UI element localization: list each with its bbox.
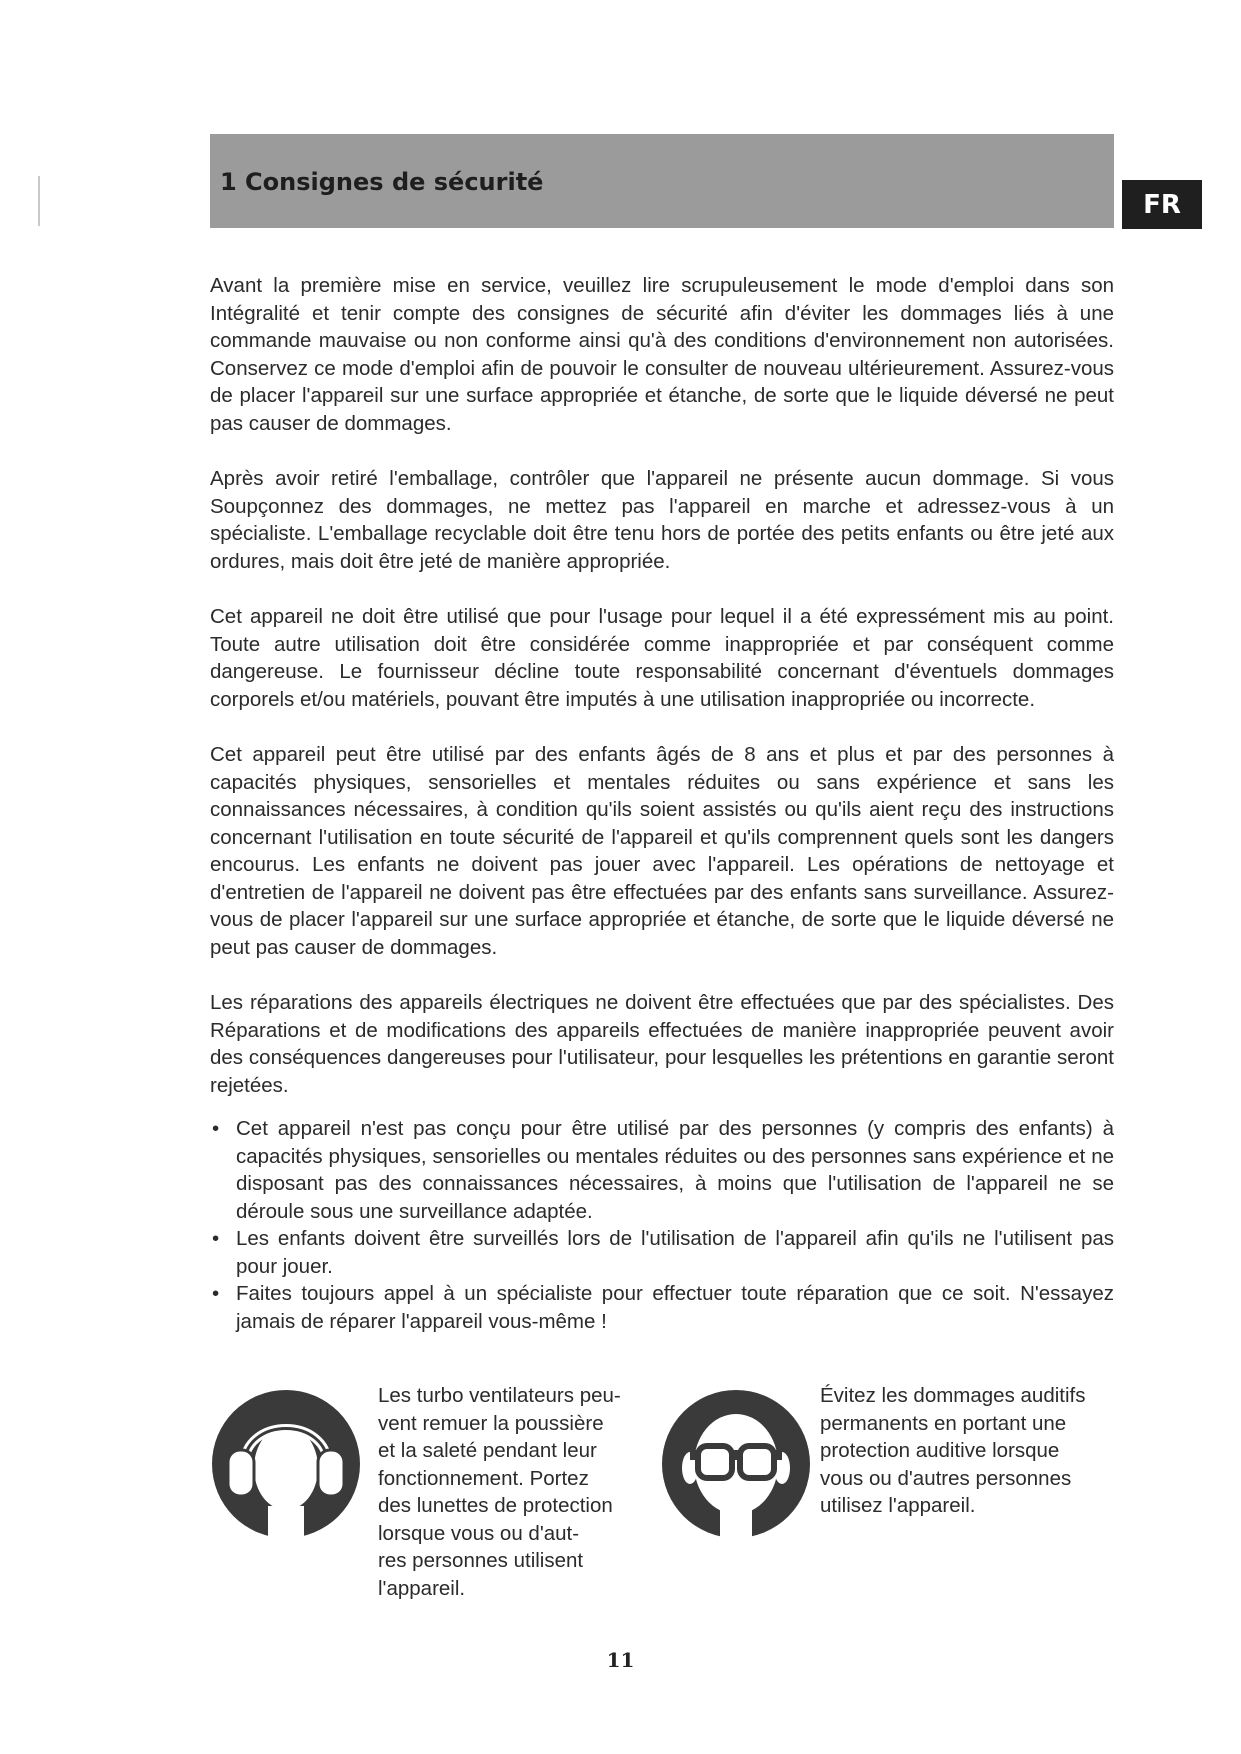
safety-text-body <box>210 272 1114 1335</box>
eye-protection-caption <box>820 1382 1110 1520</box>
paragraph-intro: Avant la première mise en service, veuillez lire scrupuleusement le mode d'emploi dans son Intégralité et tenir compte des consignes de sécurité afin d'éviter les dommages liés à une commande mauvaise ou non conforme ainsi qu'à des conditions d'environnement non autorisées. Conservez ce mode d'emploi afin de pouvoir le consulter de nouveau ultérieurement. Assurez-vous de placer l'appareil sur une surface appropriée et étanche, de sorte que le liquide déversé ne peut pas causer de dommages. <box>210 274 1114 435</box>
caption-line: fonctionnement. Portez <box>378 1466 589 1490</box>
bullet-item <box>210 1280 1114 1335</box>
safety-bullet-list <box>210 1115 1114 1335</box>
caption-line: lorsque vous ou d'aut- <box>378 1521 580 1545</box>
page-number: 11 <box>606 1648 635 1672</box>
bullet-text: Cet appareil n'est pas conçu pour être utilisé par des personnes (y compris des enfants) à capacités physiques, sensorielles ou mentales réduites ou des personnes sans expérience et ne disposant pas des connaissances nécessaires, à moins que l'utilisation de l'appareil ne se déroule sous une surveillance adaptée. <box>236 1117 1114 1223</box>
bullet-dot: • <box>212 1227 220 1250</box>
caption-line: des lunettes de protection <box>378 1494 613 1517</box>
bullet-text: Les enfants doivent être surveillés lors de l'utilisation de l'appareil afin qu'ils ne l'utilisent pas pour jouer. <box>236 1227 1114 1278</box>
language-badge: FR <box>1122 180 1202 229</box>
paragraph-packaging: Après avoir retiré l'emballage, contrôler que l'appareil ne présente aucun dommage. Si vous Soupçonnez des dommages, ne mettez pas l'appareil en marche et adressez-vous à un spécialiste. L'emballage recyclable doit être tenu hors de portée des petits enfants ou être jeté aux ordures, mais doit être jeté de manière appropriée. <box>210 467 1114 573</box>
paragraph-intended-use: Cet appareil ne doit être utilisé que pour l'usage pour lequel il a été expressément mis au point. Toute autre utilisation doit être considérée comme inappropriée et par conséquent comme dangereuse. Le fournisseur décline toute responsabilité concernant d'éventuels dommages corporels et/ou matériels, pouvant être imputés à une utilisation inappropriée ou incorrecte. <box>210 605 1114 711</box>
bullet-item <box>210 1225 1114 1280</box>
caption-line: vent remuer la poussière <box>378 1411 604 1435</box>
caption-line: permanents en portant une <box>820 1411 1067 1435</box>
section-title: 1 Consignes de sécurité <box>220 168 544 196</box>
caption-line: Évitez les dommages auditifs <box>820 1384 1086 1407</box>
caption-line: res personnes utilisent <box>378 1549 584 1572</box>
ear-protection-caption <box>378 1382 638 1602</box>
bullet-text: Faites toujours appel à un spécialiste pour effectuer toute réparation que ce soit. N'essayez jamais de réparer l'appareil vous-même ! <box>236 1282 1114 1333</box>
paragraph-children: Cet appareil peut être utilisé par des enfants âgés de 8 ans et plus et par des personnes à capacités physiques, sensorielles et mentales réduites ou sans expérience et sans les connaissances nécessaires, à condition qu'ils soient assistés ou qu'ils aient reçu des instructions concernant l'utilisation en toute sécurité de l'appareil et qu'ils comprennent quels sont les dangers encourus. Les enfants ne doivent pas jouer avec l'appareil. Les opérations de nettoyage et d'entretien de l'appareil ne doivent pas être effectuées par des enfants sans surveillance. Assurez-vous de placer l'appareil sur une surface appropriée et étanche, de sorte que le liquide déversé ne peut pas causer de dommages. <box>210 743 1114 959</box>
caption-line: protection auditive lorsque <box>820 1439 1060 1462</box>
caption-line: vous ou d'autres personnes <box>820 1466 1072 1490</box>
caption-line: l'appareil. <box>378 1576 466 1600</box>
caption-line: utilisez l'appareil. <box>820 1494 976 1517</box>
bullet-dot: • <box>212 1117 220 1140</box>
bullet-item <box>210 1115 1114 1225</box>
bullet-dot: • <box>212 1282 220 1305</box>
paragraph-repairs: Les réparations des appareils électriques ne doivent être effectuées que par des spécialistes. Des Réparations et de modifications des appareils effectuées de manière inappropriée peuvent avoir des conséquences dangereuses pour l'utilisateur, pour lesquelles les prétentions en garantie seront rejetées. <box>210 991 1114 1097</box>
section-header-bar <box>210 134 1114 228</box>
margin-marker <box>38 176 40 226</box>
caption-line: et la saleté pendant leur <box>378 1439 597 1462</box>
eye-protection-icon <box>660 1388 812 1540</box>
ear-protection-icon <box>210 1388 362 1540</box>
caption-line: Les turbo ventilateurs peu- <box>378 1384 621 1407</box>
